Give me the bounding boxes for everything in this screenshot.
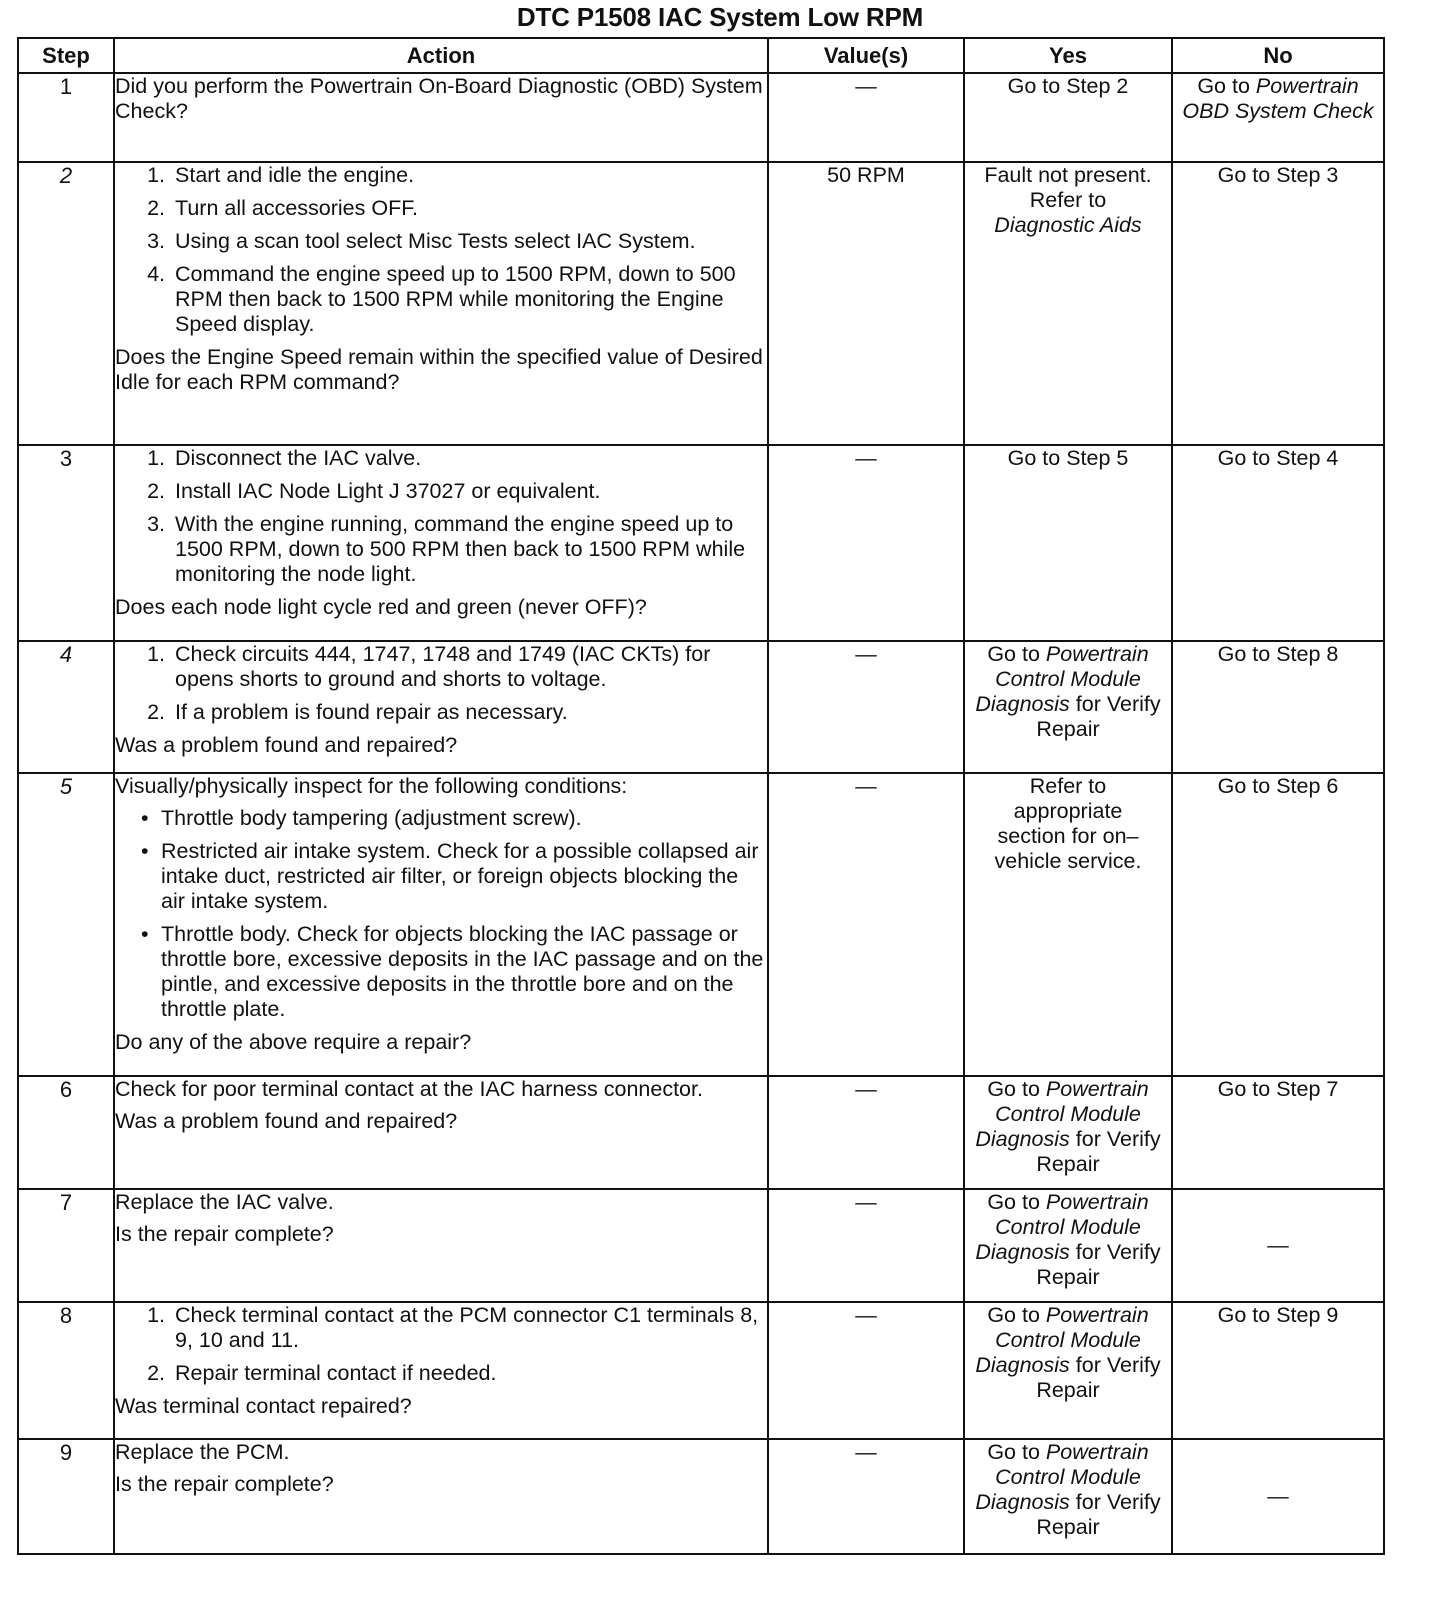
header-step: Step	[18, 38, 114, 73]
value-cell: —	[768, 1189, 964, 1302]
no-cell: Go to Step 3	[1172, 162, 1384, 445]
step-number: 8	[18, 1302, 114, 1439]
action-text: Replace the IAC valve.	[115, 1190, 334, 1214]
table-row	[18, 641, 1384, 773]
step-number: 1	[18, 73, 114, 162]
table-row	[18, 73, 1384, 162]
yes-cell	[964, 1302, 1172, 1439]
yes-cell	[964, 1076, 1172, 1189]
step-number: 7	[18, 1189, 114, 1302]
yes-prefix: Go to	[987, 642, 1046, 666]
yes-line: Refer to	[1029, 188, 1107, 212]
no-link[interactable]: Powertrain OBD System Check	[1182, 74, 1374, 123]
yes-suffix: for Verify Repair	[1036, 1240, 1161, 1289]
step-number: 6	[18, 1076, 114, 1189]
page-title: DTC P1508 IAC System Low RPM	[516, 2, 924, 32]
table-row	[18, 1302, 1384, 1439]
action-question: Does each node light cycle red and green (never OFF)?	[115, 595, 647, 619]
step-number: 2	[18, 162, 114, 445]
yes-cell: Go to Step 5	[964, 445, 1172, 641]
header-row	[18, 38, 1384, 73]
yes-cell	[964, 162, 1172, 445]
action-step: 2. Install IAC Node Light J 37027 or equivalent.	[171, 479, 767, 504]
yes-prefix: Go to	[987, 1303, 1046, 1327]
action-cell	[114, 773, 768, 1076]
step-number: 5	[18, 773, 114, 1076]
no-cell: Go to Step 4	[1172, 445, 1384, 641]
value-cell: —	[768, 1439, 964, 1554]
action-cell	[114, 445, 768, 641]
yes-prefix: Go to	[987, 1440, 1046, 1464]
step-number: 4	[18, 641, 114, 773]
yes-link[interactable]: Powertrain Control Module Diagnosis	[975, 1077, 1149, 1151]
action-step: 4. Command the engine speed up to 1500 RPM, down to 500 RPM then back to 1500 RPM while monitoring the Engine Speed display.	[171, 262, 767, 337]
yes-cell	[964, 1189, 1172, 1302]
yes-link[interactable]: Powertrain Control Module Diagnosis	[975, 1303, 1149, 1377]
action-text: Visually/physically inspect for the following conditions:	[115, 774, 628, 798]
action-step: 1. Check terminal contact at the PCM connector C1 terminals 8, 9, 10 and 11.	[171, 1303, 767, 1353]
action-bullet: • Throttle body tampering (adjustment screw).	[161, 806, 767, 831]
no-cell: Go to Step 9	[1172, 1302, 1384, 1439]
yes-cell	[964, 641, 1172, 773]
action-text: Check for poor terminal contact at the IAC harness connector.	[115, 1077, 703, 1101]
action-steps	[115, 642, 767, 725]
table-row	[18, 1189, 1384, 1302]
value-cell: —	[768, 1302, 964, 1439]
action-question: Is the repair complete?	[115, 1222, 334, 1246]
yes-cell	[964, 1439, 1172, 1554]
action-text: Did you perform the Powertrain On-Board Diagnostic (OBD) System Check?	[115, 74, 763, 123]
yes-suffix: for Verify Repair	[1036, 1127, 1161, 1176]
table-row	[18, 1439, 1384, 1554]
header-yes: Yes	[964, 38, 1172, 73]
action-step: 3. With the engine running, command the engine speed up to 1500 RPM, down to 500 RPM then back to 1500 RPM while monitoring the node light.	[171, 512, 767, 587]
yes-cell: Go to Step 2	[964, 73, 1172, 162]
value-cell: —	[768, 641, 964, 773]
action-cell	[114, 641, 768, 773]
action-question: Was terminal contact repaired?	[115, 1394, 412, 1418]
table-row	[18, 162, 1384, 445]
action-bullets	[115, 806, 767, 1022]
header-no: No	[1172, 38, 1384, 73]
header-values: Value(s)	[768, 38, 964, 73]
action-cell	[114, 1076, 768, 1189]
no-cell: —	[1172, 1189, 1384, 1302]
action-steps	[115, 446, 767, 587]
value-cell: —	[768, 445, 964, 641]
action-question: Was a problem found and repaired?	[115, 1109, 458, 1133]
no-prefix: Go to	[1197, 74, 1256, 98]
value-cell: —	[768, 773, 964, 1076]
no-cell: Go to Step 6	[1172, 773, 1384, 1076]
table-row	[18, 773, 1384, 1076]
action-bullet: • Throttle body. Check for objects blocking the IAC passage or throttle bore, excessive deposits in the IAC passage and on the pintle, and excessive deposits in the throttle bore and on the throttle plate.	[161, 922, 767, 1022]
value-cell: 50 RPM	[768, 162, 964, 445]
yes-suffix: for Verify Repair	[1036, 1353, 1161, 1402]
value-cell: —	[768, 73, 964, 162]
yes-suffix: for Verify Repair	[1036, 692, 1161, 741]
value-cell: —	[768, 1076, 964, 1189]
action-step: 2. Repair terminal contact if needed.	[171, 1361, 767, 1386]
no-cell: Go to Step 8	[1172, 641, 1384, 773]
no-cell: Go to Step 7	[1172, 1076, 1384, 1189]
action-bullet: • Restricted air intake system. Check for a possible collapsed air intake duct, restricted air filter, or foreign objects blocking the air intake system.	[161, 839, 767, 914]
no-cell	[1172, 73, 1384, 162]
action-step: 1. Disconnect the IAC valve.	[171, 446, 767, 471]
yes-link[interactable]: Diagnostic Aids	[994, 213, 1142, 237]
step-number: 3	[18, 445, 114, 641]
yes-link[interactable]: Powertrain Control Module Diagnosis	[975, 642, 1149, 716]
yes-line: Fault not present.	[984, 163, 1152, 187]
action-cell	[114, 162, 768, 445]
action-question: Was a problem found and repaired?	[115, 733, 458, 757]
table-row	[18, 1076, 1384, 1189]
action-question: Does the Engine Speed remain within the specified value of Desired Idle for each RPM command?	[115, 345, 763, 394]
action-steps	[115, 163, 767, 337]
action-cell	[114, 1189, 768, 1302]
action-cell	[114, 1439, 768, 1554]
yes-suffix: for Verify Repair	[1036, 1490, 1161, 1539]
yes-prefix: Go to	[987, 1190, 1046, 1214]
yes-prefix: Go to	[987, 1077, 1046, 1101]
step-number: 9	[18, 1439, 114, 1554]
action-steps	[115, 1303, 767, 1386]
action-step: 2. If a problem is found repair as necessary.	[171, 700, 767, 725]
yes-link[interactable]: Powertrain Control Module Diagnosis	[975, 1440, 1149, 1514]
action-cell	[114, 73, 768, 162]
action-question: Do any of the above require a repair?	[115, 1030, 472, 1054]
no-cell: —	[1172, 1439, 1384, 1554]
action-cell	[114, 1302, 768, 1439]
action-step: 1. Check circuits 444, 1747, 1748 and 1749 (IAC CKTs) for opens shorts to ground and shorts to voltage.	[171, 642, 767, 692]
action-question: Is the repair complete?	[115, 1472, 334, 1496]
action-step: 2. Turn all accessories OFF.	[171, 196, 767, 221]
action-text: Replace the PCM.	[115, 1440, 290, 1464]
yes-text: Refer to appropriate section for on–vehicle service.	[994, 774, 1142, 873]
header-action: Action	[114, 38, 768, 73]
table-row	[18, 445, 1384, 641]
action-step: 3. Using a scan tool select Misc Tests select IAC System.	[171, 229, 767, 254]
diagnostic-table	[17, 37, 1385, 1555]
yes-link[interactable]: Powertrain Control Module Diagnosis	[975, 1190, 1149, 1264]
yes-cell	[964, 773, 1172, 1076]
action-step: 1. Start and idle the engine.	[171, 163, 767, 188]
